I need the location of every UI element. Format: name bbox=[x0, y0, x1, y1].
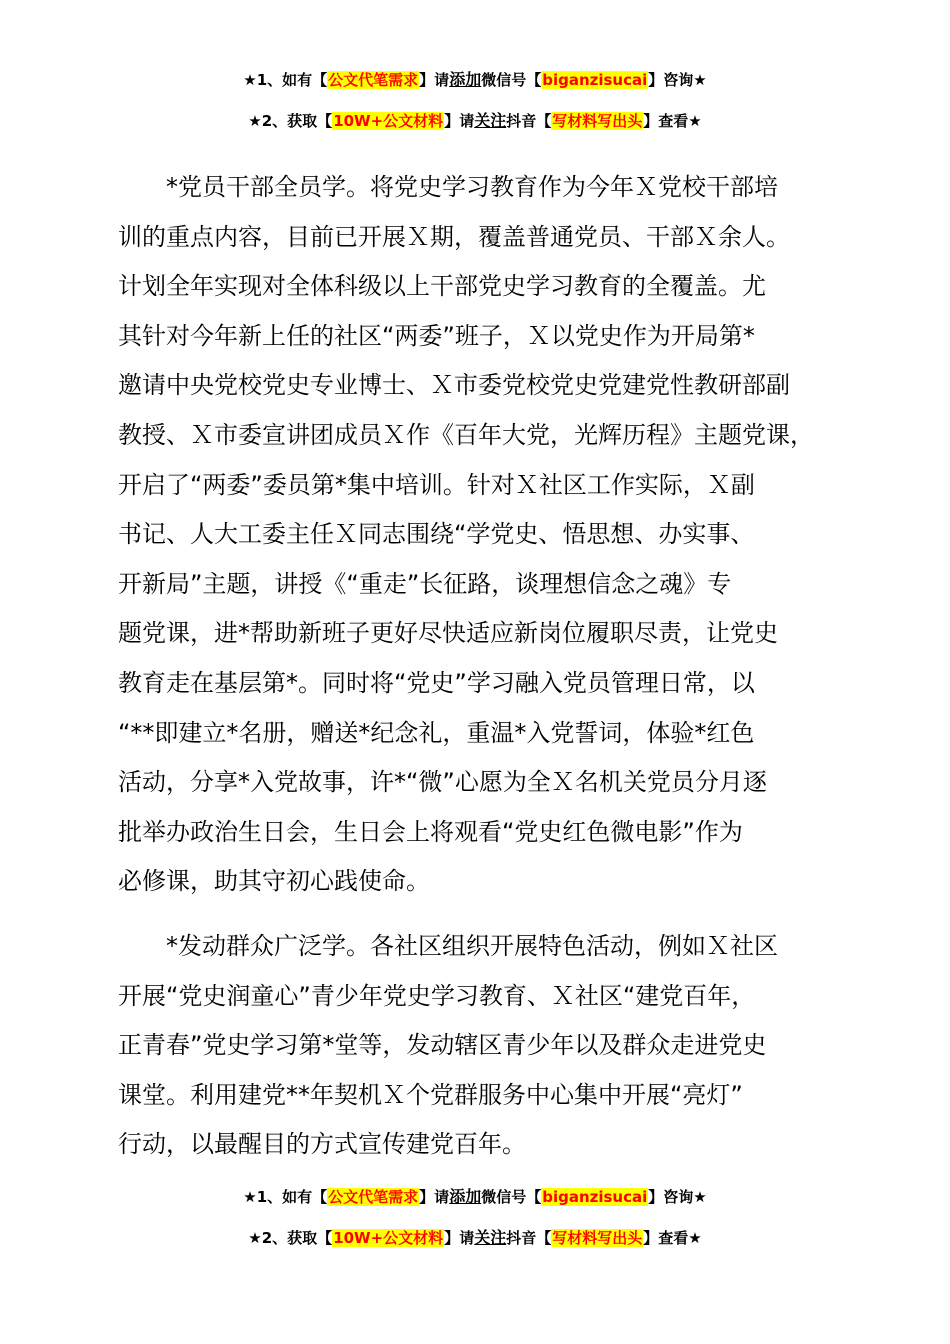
banner-text: 抖音【 bbox=[506, 112, 552, 130]
banner-text: 微信号【 bbox=[481, 71, 542, 89]
paragraph-line: 教授、Ｘ市委宣讲团成员Ｘ作《百年大党，光辉历程》主题党课， bbox=[118, 420, 814, 449]
banner-prefix: ★1、如有【 bbox=[243, 71, 328, 89]
banner-prefix: ★1、如有【 bbox=[243, 1188, 328, 1206]
banner-bottom-line-1 bbox=[0, 1186, 950, 1208]
paragraph-line: 开启了“两委”委员第*集中培训。针对Ｘ社区工作实际，Ｘ副 bbox=[118, 470, 755, 499]
banner-emphasis: 关注 bbox=[474, 1228, 507, 1247]
banner-suffix: 】咨询★ bbox=[648, 71, 707, 89]
banner-suffix: 】查看★ bbox=[643, 1229, 702, 1247]
paragraph-line: “**即建立*名册，赠送*纪念礼，重温*入党誓词，体验*红色 bbox=[118, 718, 755, 747]
banner-highlight: biganzisucai bbox=[542, 71, 648, 89]
paragraph-line: 教育走在基层第*。同时将“党史”学习融入党员管理日常，以 bbox=[118, 668, 755, 697]
paragraph-line: 开新局”主题，讲授《“重走”长征路，谈理想信念之魂》专 bbox=[118, 569, 732, 598]
banner-highlight: 公文代笔需求 bbox=[328, 1188, 419, 1206]
banner-highlight: 10W+公文材料 bbox=[333, 112, 444, 130]
banner-emphasis: 关注 bbox=[474, 111, 507, 130]
paragraph-line: 课堂。利用建党**年契机Ｘ个党群服务中心集中开展“亮灯” bbox=[118, 1080, 743, 1109]
banner-text: 】请 bbox=[444, 1229, 475, 1247]
banner-prefix: ★2、获取【 bbox=[248, 112, 333, 130]
paragraph-party-members bbox=[118, 163, 858, 907]
banner-suffix: 】咨询★ bbox=[648, 1188, 707, 1206]
paragraph-line: 批举办政治生日会，生日会上将观看“党史红色微电影”作为 bbox=[118, 817, 743, 846]
banner-text: 】请 bbox=[419, 71, 450, 89]
banner-text: 微信号【 bbox=[481, 1188, 542, 1206]
paragraph-line: 题党课，进*帮助新班子更好尽快适应新岗位履职尽责，让党史 bbox=[118, 619, 778, 648]
paragraph-line: 书记、人大工委主任Ｘ同志围绕“学党史、悟思想、办实事、 bbox=[118, 520, 755, 549]
paragraph-line: 活动，分享*入党故事，许*“微”心愿为全Ｘ名机关党员分月逐 bbox=[118, 768, 767, 797]
paragraph-line: 训的重点内容，目前已开展Ｘ期，覆盖普通党员、干部Ｘ余人。 bbox=[118, 222, 790, 251]
banner-bottom-line-2 bbox=[0, 1227, 950, 1249]
paragraph-line: *发动群众广泛学。各社区组织开展特色活动，例如Ｘ社区 bbox=[118, 932, 778, 960]
paragraph-line: 其针对今年新上任的社区“两委”班子，Ｘ以党史作为开局第* bbox=[118, 321, 755, 350]
banner-highlight: 公文代笔需求 bbox=[328, 71, 419, 89]
banner-prefix: ★2、获取【 bbox=[248, 1229, 333, 1247]
paragraph-line: 必修课，助其守初心践使命。 bbox=[118, 867, 430, 896]
banner-text: 】请 bbox=[444, 112, 475, 130]
banner-text: 】请 bbox=[419, 1188, 450, 1206]
paragraph-line: 计划全年实现对全体科级以上干部党史学习教育的全覆盖。尤 bbox=[118, 272, 766, 301]
paragraph-mobilize-public bbox=[118, 922, 858, 1170]
paragraph-line: 正青春”党史学习第*堂等，发动辖区青少年以及群众走进党史 bbox=[118, 1031, 767, 1060]
banner-highlight: 10W+公文材料 bbox=[333, 1229, 444, 1247]
banner-top-line-1 bbox=[0, 69, 950, 91]
paragraph-line: *党员干部全员学。将党史学习教育作为今年Ｘ党校干部培 bbox=[118, 173, 778, 201]
banner-highlight: 写材料写出头 bbox=[552, 112, 643, 130]
paragraph-line: 行动，以最醒目的方式宣传建党百年。 bbox=[118, 1130, 526, 1159]
banner-emphasis: 添加 bbox=[449, 70, 482, 89]
banner-highlight: 写材料写出头 bbox=[552, 1229, 643, 1247]
banner-emphasis: 添加 bbox=[449, 1187, 482, 1206]
banner-top-line-2 bbox=[0, 110, 950, 132]
banner-highlight: biganzisucai bbox=[542, 1188, 648, 1206]
paragraph-line: 邀请中央党校党史专业博士、Ｘ市委党校党史党建党性教研部副 bbox=[118, 371, 790, 400]
banner-text: 抖音【 bbox=[506, 1229, 552, 1247]
banner-suffix: 】查看★ bbox=[643, 112, 702, 130]
paragraph-line: 开展“党史润童心”青少年党史学习教育、Ｘ社区“建党百年， bbox=[118, 981, 756, 1010]
